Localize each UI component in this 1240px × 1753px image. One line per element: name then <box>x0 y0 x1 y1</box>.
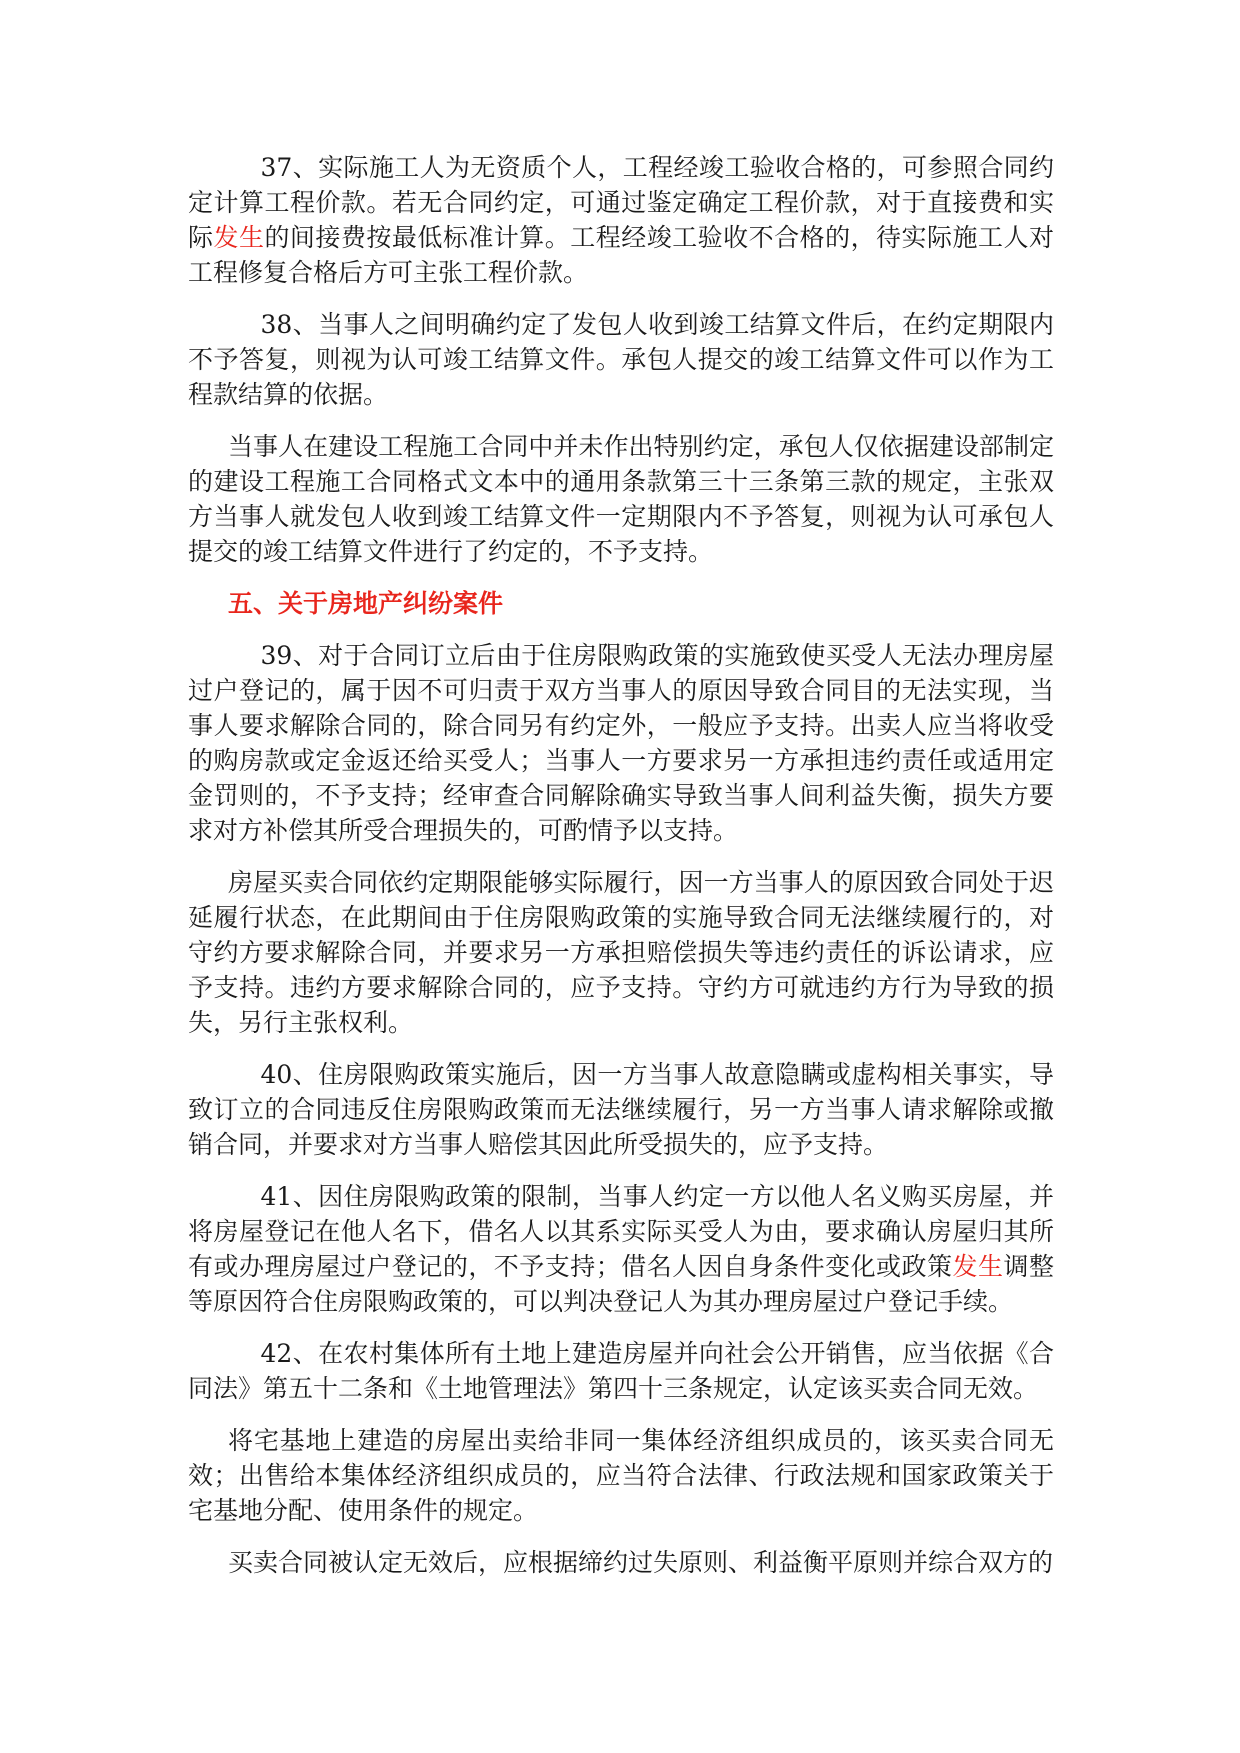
paragraph-text: 41、因住房限购政策的限制，当事人约定一方以他人名义购买房屋，并将房屋登记在他人名下，借名人以其系实际买受人为由，要求确认房屋归其所有或办理房屋过户登记的，不予支持；借名人因自身条件变化或政策 <box>188 1182 1054 1281</box>
numbered-paragraph <box>188 307 1054 412</box>
body-paragraph <box>188 865 1054 1040</box>
paragraph-text: 的间接费按最低标准计算。工程经竣工验收不合格的，待实际施工人对工程修复合格后方可主张工程价款。 <box>188 223 1054 287</box>
paragraph-text: 当事人在建设工程施工合同中并未作出特别约定，承包人仅依据建设部制定的建设工程施工合同格式文本中的通用条款第三十三条第三款的规定，主张双方当事人就发包人收到竣工结算文件一定期限内不予答复，则视为认可承包人提交的竣工结算文件进行了约定的，不予支持。 <box>188 432 1054 566</box>
body-paragraph <box>188 429 1054 569</box>
paragraph-text: 39、对于合同订立后由于住房限购政策的实施致使买受人无法办理房屋过户登记的，属于因不可归责于双方当事人的原因导致合同目的无法实现，当事人要求解除合同的，除合同另有约定外，一般应予支持。出卖人应当将收受的购房款或定金返还给买受人；当事人一方要求另一方承担违约责任或适用定金罚则的，不予支持；经审查合同解除确实导致当事人间利益失衡，损失方要求对方补偿其所受合理损失的，可酌情予以支持。 <box>188 641 1054 845</box>
paragraph-text: 买卖合同被认定无效后，应根据缔约过失原则、利益衡平原则并综合双方的 <box>228 1548 1054 1577</box>
highlighted-text: 发生 <box>213 223 265 252</box>
numbered-paragraph <box>188 638 1054 848</box>
paragraph-text: 37、实际施工人为无资质个人，工程经竣工验收合格的，可参照合同约定计算工程价款。若无合同约定，可通过鉴定确定工程价款，对于直接费和实际 <box>188 153 1054 252</box>
section-heading <box>188 586 1054 621</box>
numbered-paragraph <box>188 1057 1054 1162</box>
paragraph-text: 将宅基地上建造的房屋出卖给非同一集体经济组织成员的，该买卖合同无效；出售给本集体经济组织成员的，应当符合法律、行政法规和国家政策关于宅基地分配、使用条件的规定。 <box>188 1426 1054 1525</box>
paragraph-text: 42、在农村集体所有土地上建造房屋并向社会公开销售，应当依据《合同法》第五十二条和《土地管理法》第四十三条规定，认定该买卖合同无效。 <box>188 1339 1054 1403</box>
numbered-paragraph <box>188 1336 1054 1406</box>
document-body <box>188 150 1054 1597</box>
paragraph-text: 38、当事人之间明确约定了发包人收到竣工结算文件后，在约定期限内不予答复，则视为认可竣工结算文件。承包人提交的竣工结算文件可以作为工程款结算的依据。 <box>188 310 1054 409</box>
paragraph-text: 五、关于房地产纠纷案件 <box>228 589 504 618</box>
numbered-paragraph <box>188 1179 1054 1319</box>
paragraph-text: 房屋买卖合同依约定期限能够实际履行，因一方当事人的原因致合同处于迟延履行状态，在此期间由于住房限购政策的实施导致合同无法继续履行的，对守约方要求解除合同，并要求另一方承担赔偿损失等违约责任的诉讼请求，应予支持。违约方要求解除合同的，应予支持。守约方可就违约方行为导致的损失，另行主张权利。 <box>188 868 1054 1037</box>
numbered-paragraph <box>188 150 1054 290</box>
body-paragraph <box>188 1423 1054 1528</box>
paragraph-text: 调整等原因符合住房限购政策的，可以判决登记人为其办理房屋过户登记手续。 <box>188 1252 1054 1316</box>
paragraph-text: 40、住房限购政策实施后，因一方当事人故意隐瞒或虚构相关事实，导致订立的合同违反住房限购政策而无法继续履行，另一方当事人请求解除或撤销合同，并要求对方当事人赔偿其因此所受损失的，应予支持。 <box>188 1060 1054 1159</box>
highlighted-text: 发生 <box>952 1252 1004 1281</box>
body-paragraph <box>188 1545 1054 1580</box>
